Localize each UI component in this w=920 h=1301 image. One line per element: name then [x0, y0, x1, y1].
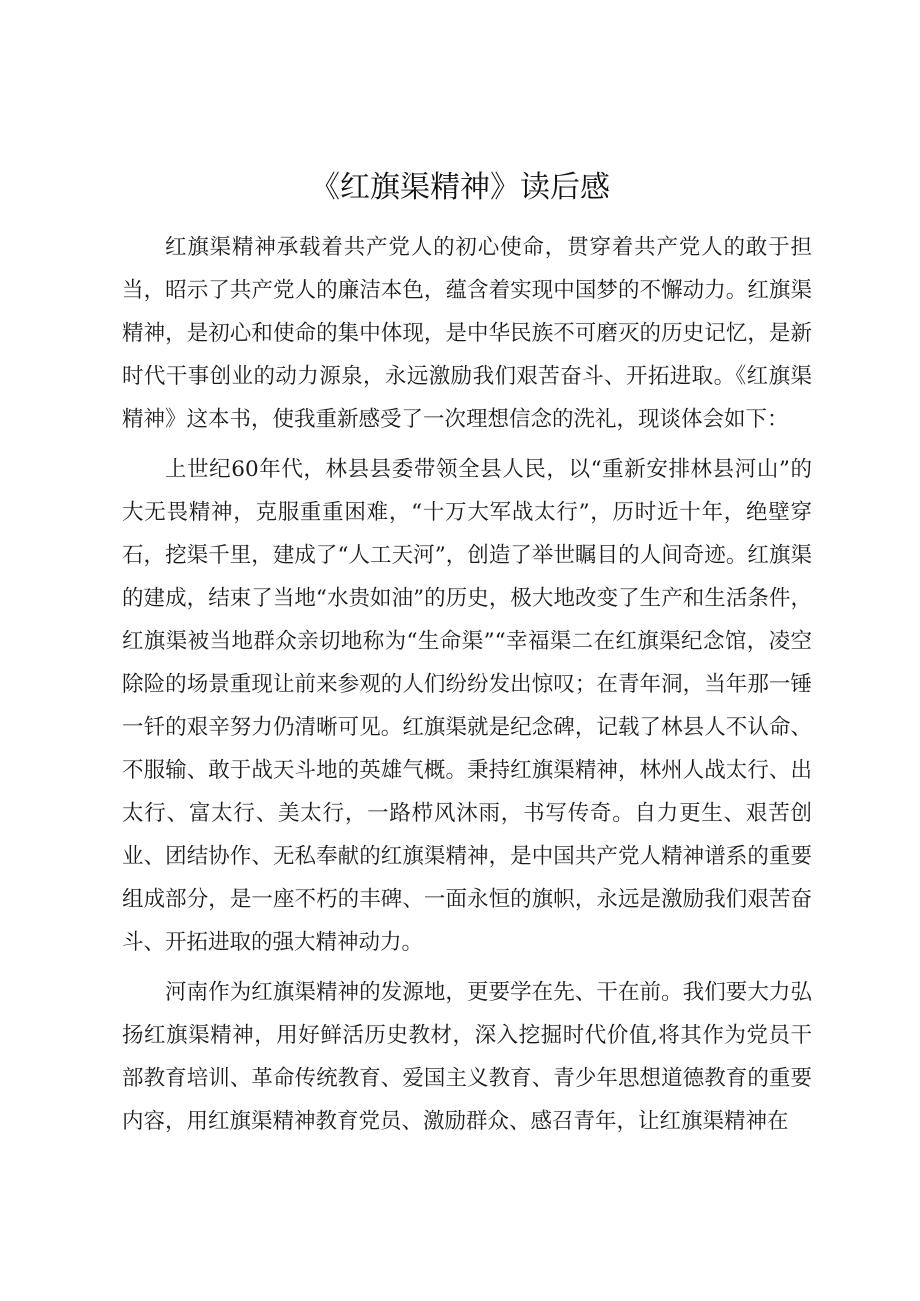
page-title: 《红旗渠精神》读后感 — [310, 170, 610, 205]
paragraph-intro: 红旗渠精神承载着共产党人的初心使命，贯穿着共产党人的敢于担当，昭示了共产党人的廉洁本色，蕴含着实现中国梦的不懈动力。红旗渠精神，是初心和使命的集中体现，是中华民族不可磨灭的历史记忆，是新时代干事创业的动力源泉，永远激励我们艰苦奋斗、开拓进取。《红旗渠精神》这本书，使我重新感受了一次理想信念的洗礼，现谈体会如下： — [122, 235, 812, 432]
document-body — [122, 226, 812, 1143]
paragraph-henan: 河南作为红旗渠精神的发源地，更要学在先、干在前。我们要大力弘扬红旗渠精神，用好鲜活历史教材，深入挖掘时代价值,将其作为党员干部教育培训、革命传统教育、爱国主义教育、青少年思想道德教育的重要内容，用红旗渠精神教育党员、激励群众、感召青年，让红旗渠精神在 — [122, 980, 812, 1134]
paragraph-history: 上世纪60年代，林县县委带领全县人民，以“重新安排林县河山”的大无畏精神，克服重重困难，“十万大军战太行”，历时近十年，绝壁穿石，挖渠千里，建成了“人工天河”，创造了举世瞩目的人间奇迹。红旗渠的建成，结束了当地“水贵如油”的历史，极大地改变了生产和生活条件，红旗渠被当地群众亲切地称为“生命渠”“幸福渠二在红旗渠纪念馆，凌空除险的场景重现让前来参观的人们纷纷发出惊叹；在青年洞，当年那一锤一钎的艰辛努力仍清晰可见。红旗渠就是纪念碑，记载了林县人不认命、不服输、敢于战天斗地的英雄气概。秉持红旗渠精神，林州人战太行、出太行、富太行、美太行，一路栉风沐雨，书写传奇。自力更生、艰苦创业、团结协作、无私奉献的红旗渠精神，是中国共产党人精神谱系的重要组成部分，是一座不朽的丰碑、一面永恒的旗帜，永远是激励我们艰苦奋斗、开拓进取的强大精神动力。 — [122, 457, 812, 955]
